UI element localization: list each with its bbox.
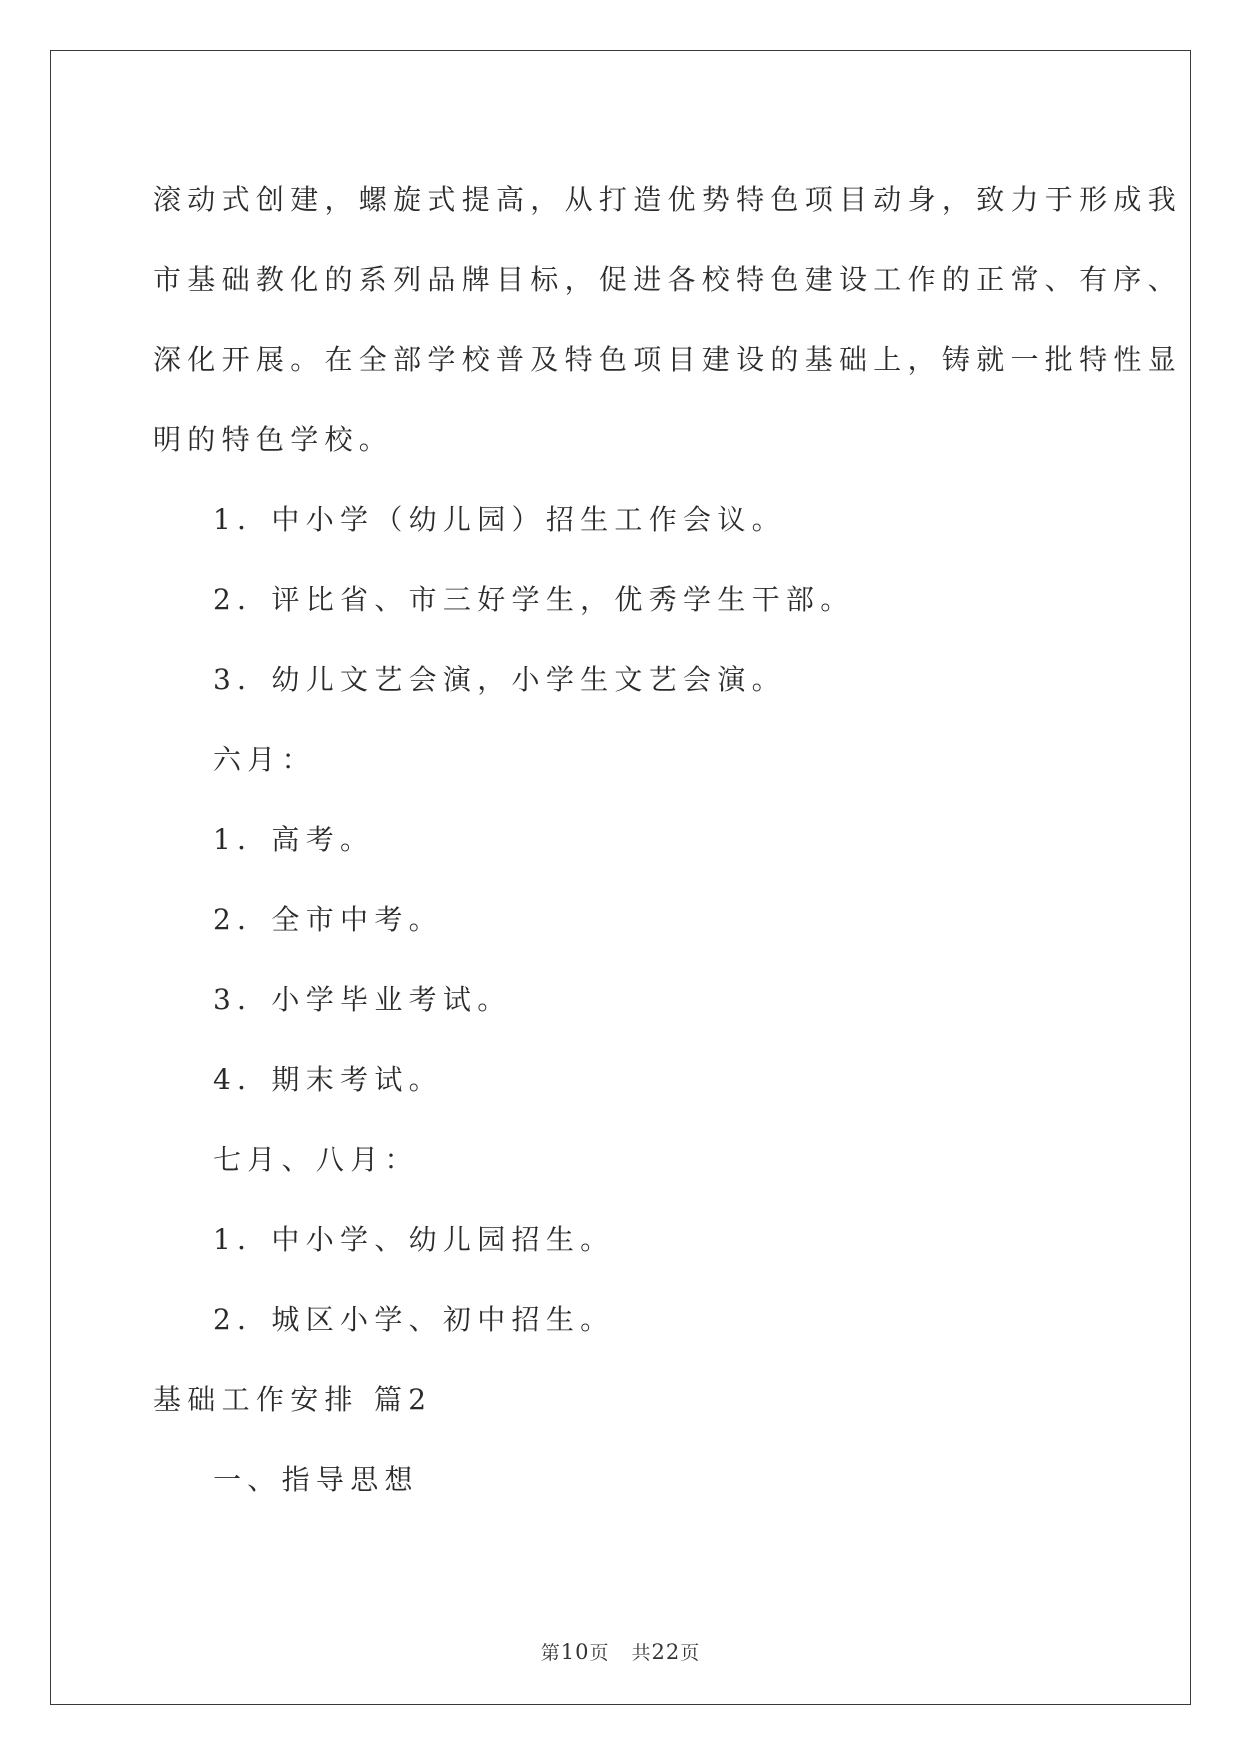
list-item: 1．中小学（幼儿园）招生工作会议。: [213, 503, 786, 536]
paragraph-line-1: 滚动式创建，螺旋式提高，从打造优势特色项目动身，致力于形成我: [153, 183, 1183, 216]
page-current: 10: [560, 1640, 590, 1664]
page-footer: [0, 1638, 1241, 1665]
subsection-heading: 一、指导思想: [213, 1463, 419, 1496]
month-heading-july-august: 七月、八月：: [213, 1143, 419, 1176]
list-item: 1．高考。: [213, 823, 375, 856]
list-item: 1．中小学、幼儿园招生。: [213, 1223, 615, 1256]
list-item: 3．幼儿文艺会演，小学生文艺会演。: [213, 663, 786, 696]
page-total: 22: [651, 1640, 681, 1664]
page-suffix: 页: [589, 1642, 610, 1664]
list-item: 2．全市中考。: [213, 903, 443, 936]
paragraph-line-4: 明的特色学校。: [153, 423, 394, 456]
paragraph-line-3: 深化开展。在全部学校普及特色项目建设的基础上，铸就一批特性显: [153, 343, 1183, 376]
list-item: 4．期末考试。: [213, 1063, 443, 1096]
page-prefix: 第: [540, 1642, 561, 1664]
document-body: [153, 160, 1183, 1520]
month-heading-june: 六月：: [213, 743, 316, 776]
list-item: 2．评比省、市三好学生，优秀学生干部。: [213, 583, 855, 616]
list-item: 2．城区小学、初中招生。: [213, 1303, 615, 1336]
total-suffix: 页: [680, 1642, 701, 1664]
section-title: 基础工作安排 篇2: [153, 1383, 433, 1416]
total-prefix: 共: [631, 1642, 652, 1664]
paragraph-line-2: 市基础教化的系列品牌目标，促进各校特色建设工作的正常、有序、: [153, 263, 1183, 296]
list-item: 3．小学毕业考试。: [213, 983, 512, 1016]
